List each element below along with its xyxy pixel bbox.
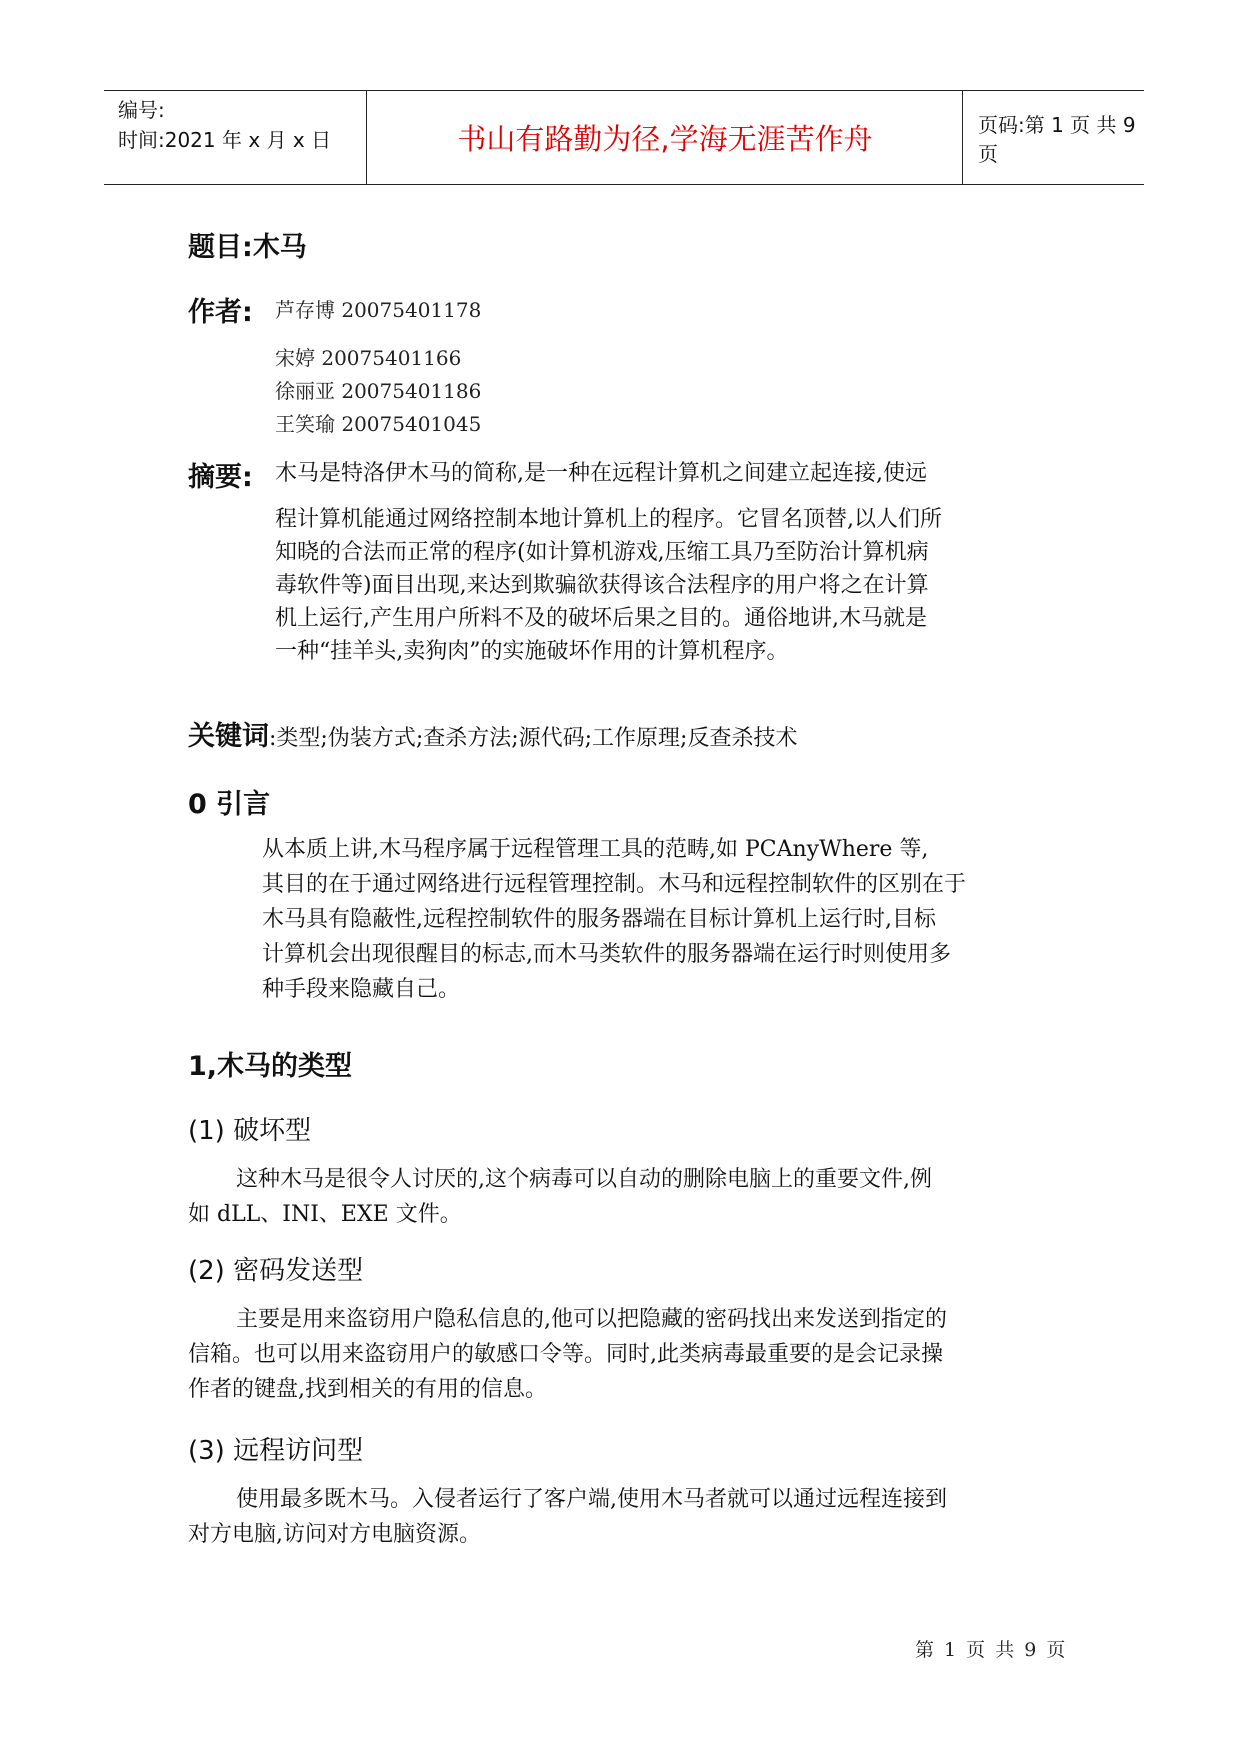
header-left-cell (118, 95, 368, 155)
number-label: 编号: (118, 98, 165, 122)
paragraph-line: 主要是用来盗窃用户隐私信息的,他可以把隐藏的密码找出来发送到指定的 (236, 1307, 947, 1332)
section-1-title: 1,木马的类型 (188, 1051, 353, 1082)
header-divider-right (962, 91, 963, 184)
paragraph-line: 这种木马是很令人讨厌的,这个病毒可以自动的删除电脑上的重要文件,例 (236, 1167, 932, 1192)
paragraph-line: 计算机会出现很醒目的标志,而木马类软件的服务器端在运行时则使用多 (262, 942, 951, 967)
paragraph-line: 种手段来隐藏自己。 (262, 977, 461, 1002)
paragraph-line: 作者的键盘,找到相关的有用的信息。 (188, 1377, 547, 1402)
title-label: 题目: (188, 232, 253, 263)
subsection-2-title: (2) 密码发送型 (188, 1256, 364, 1286)
paragraph-line: 木马具有隐蔽性,远程控制软件的服务器端在目标计算机上运行时,目标 (262, 907, 936, 932)
subsection-1-body (188, 1162, 1068, 1232)
authors-list (275, 294, 481, 441)
document-title (188, 225, 307, 264)
author-item: 王笑瑜 20075401045 (275, 412, 482, 436)
abstract-body (275, 457, 1075, 668)
subsection-3-title: (3) 远程访问型 (188, 1436, 364, 1466)
paragraph-line: 从本质上讲,木马程序属于远程管理工具的范畴,如 PCAnyWhere 等, (262, 837, 929, 862)
section-0-title: 0 引言 (188, 789, 271, 820)
abstract-label: 摘要: (188, 462, 253, 493)
author-item: 芦存博 20075401178 (275, 298, 482, 322)
paragraph-line: 使用最多既木马。入侵者运行了客户端,使用木马者就可以通过远程连接到 (236, 1487, 947, 1512)
section-0-body (262, 832, 1062, 1007)
header-table (104, 90, 1144, 185)
page-footer: 第 1 页 共 9 页 (915, 1639, 1068, 1661)
motto: 书山有路勤为径,学海无涯苦作舟 (457, 122, 873, 156)
abstract-line: 毒软件等)面目出现,来达到欺骗欲获得该合法程序的用户将之在计算 (275, 573, 929, 598)
abstract-line: 机上运行,产生用户所料不及的破坏后果之目的。通俗地讲,木马就是 (275, 606, 927, 631)
author-item: 宋婷 20075401166 (275, 346, 462, 370)
paragraph-line: 对方电脑,访问对方电脑资源。 (188, 1522, 481, 1547)
paragraph-line: 信箱。也可以用来盗窃用户的敏感口令等。同时,此类病毒最重要的是会记录操 (188, 1342, 943, 1367)
author-item: 徐丽亚 20075401186 (275, 379, 482, 403)
subsection-2-body (188, 1302, 1068, 1407)
keywords-text: :类型;伪装方式;查杀方法;源代码;工作原理;反查杀技术 (269, 726, 798, 751)
abstract-line: 木马是特洛伊木马的简称,是一种在远程计算机之间建立起连接,使远 (275, 461, 927, 486)
authors-label: 作者: (188, 297, 253, 328)
subsection-3-body (188, 1482, 1068, 1552)
paragraph-line: 其目的在于通过网络进行远程管理控制。木马和远程控制软件的区别在于 (262, 872, 967, 897)
header-divider-left (366, 91, 367, 184)
title-value: 木马 (252, 232, 307, 263)
abstract-line: 程计算机能通过网络控制本地计算机上的程序。它冒名顶替,以人们所 (275, 507, 942, 532)
keywords-label: 关键词 (188, 721, 269, 752)
keywords (188, 714, 797, 753)
time-label: 时间:2021 年 x 月 x 日 (118, 128, 332, 152)
header-page-info: 页码:第 1 页 共 9 页 (978, 112, 1136, 166)
abstract-line: 一种“挂羊头,卖狗肉”的实施破坏作用的计算机程序。 (275, 639, 789, 664)
subsection-1-title: (1) 破坏型 (188, 1116, 312, 1146)
abstract-line: 知晓的合法而正常的程序(如计算机游戏,压缩工具乃至防治计算机病 (275, 540, 929, 565)
paragraph-line: 如 dLL、INI、EXE 文件。 (188, 1202, 462, 1227)
